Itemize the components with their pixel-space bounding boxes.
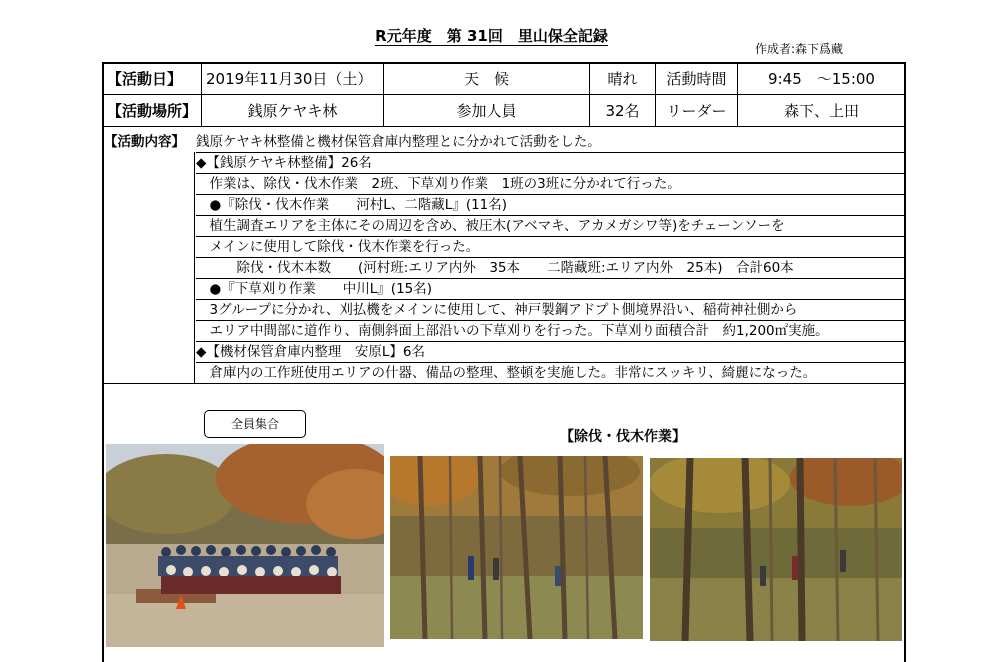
time-label: 活動時間 — [656, 63, 738, 95]
content-line: ●『下草刈り作業 中川L』(15名) — [196, 279, 906, 300]
content-line: 植生調査エリアを主体にその周辺を含め、被圧木(アベマキ、アカメガシワ等)をチェーンソーを — [196, 216, 906, 237]
page-title: R元年度 第 31回 里山保全記録 — [375, 27, 608, 45]
weather-label: 天 候 — [384, 63, 590, 95]
author: 作成者:森下爲藏 — [754, 42, 843, 56]
leader-label: リーダー — [656, 95, 738, 127]
info-row-1 — [103, 63, 906, 95]
content-line: 倉庫内の工作班使用エリアの什器、備品の整理、整頓を実施した。非常にスッキリ、綺麗になった。 — [196, 365, 817, 381]
content-line: ●『除伐・伐木作業 河村L、二階藏L』(11名) — [196, 195, 906, 216]
content-line: メインに使用して除伐・伐木作業を行った。 — [196, 237, 906, 258]
content-line: 3グループに分かれ、刈払機をメインに使用して、神戸製鋼アドプト側境界沿い、稲荷神社側から — [196, 300, 906, 321]
content-line: 銭原ケヤキ林整備と機材保管倉庫内整理とに分かれて活動をした。 — [196, 132, 906, 153]
place-value: 銭原ケヤキ林 — [202, 95, 384, 127]
place-label: 【活動場所】 — [103, 95, 202, 127]
weather-value: 晴れ — [590, 63, 656, 95]
date-label: 【活動日】 — [103, 63, 202, 95]
participants-label: 参加人員 — [384, 95, 590, 127]
content-line: 作業は、除伐・伐木作業 2班、下草刈り作業 1班の3班に分かれて行った。 — [196, 174, 906, 195]
info-table — [102, 62, 906, 127]
content-divider — [194, 152, 195, 383]
work-photo-caption: 【除伐・伐木作業】 — [560, 429, 686, 445]
content-line: エリア中間部に道作り、南側斜面上部沿いの下草刈りを行った。下草刈り面積合計 約1,200㎡実施。 — [196, 321, 906, 342]
time-value: 9:45 ～15:00 — [738, 63, 906, 95]
forest-work-photo-1 — [390, 456, 643, 639]
leader-value: 森下、上田 — [738, 95, 906, 127]
participants-value: 32名 — [590, 95, 656, 127]
activity-content — [102, 132, 906, 384]
content-line: 除伐・伐木本数 (河村班:エリア内外 35本 二階藏班:エリア内外 25本) 合計60本 — [196, 258, 906, 279]
group-photo — [106, 444, 384, 647]
info-row-2 — [103, 95, 906, 127]
forest-work-photo-2 — [650, 458, 902, 641]
content-label: 【活動内容】 — [104, 134, 185, 150]
content-line: ◆【銭原ケヤキ林整備】26名 — [196, 153, 906, 174]
group-photo-badge: 全員集合 — [204, 410, 306, 438]
content-line: ◆【機材保管倉庫内整理 安原L】6名 — [196, 342, 906, 363]
date-value: 2019年11月30日（土） — [202, 63, 384, 95]
